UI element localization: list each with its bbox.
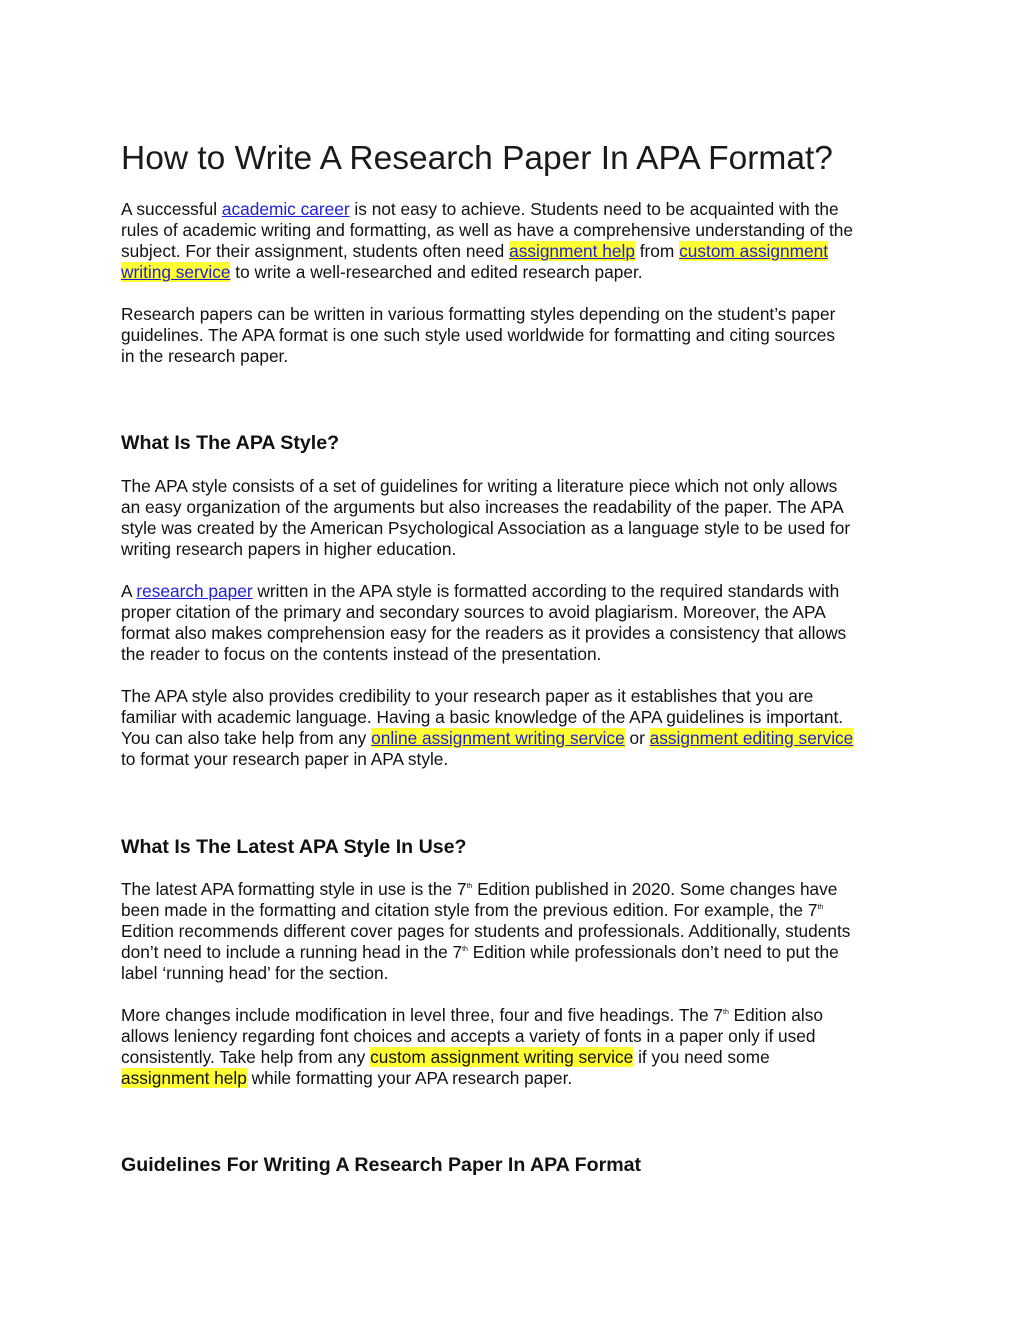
text-segment: is not easy to achieve. Students need to be acquainted with the <box>349 199 839 219</box>
text-segment: don’t need to include a running head in the 7 <box>121 942 463 963</box>
apa-style-paragraph-2 <box>121 581 911 665</box>
superscript: th <box>466 883 473 890</box>
latest-apa-paragraph-1 <box>121 879 911 984</box>
text-segment: Edition while professionals don’t need to put the <box>467 942 839 963</box>
text-segment: been made in the formatting and citation style from the previous edition. For example, the 7 <box>121 900 818 921</box>
text-segment: consistently. Take help from any <box>121 1047 371 1068</box>
online-writing-service-link[interactable]: online assignment writing service <box>371 728 625 749</box>
highlighted-assignment-help: assignment help <box>121 1068 247 1089</box>
text-line <box>121 199 911 220</box>
text-segment: while formatting your APA research paper. <box>246 1068 573 1089</box>
text-segment: Edition also <box>728 1005 824 1025</box>
superscript: th <box>723 1009 729 1016</box>
text-line <box>121 1047 911 1068</box>
section-heading-apa-style: What Is The APA Style? <box>121 432 340 454</box>
text-segment: if you need some <box>633 1047 770 1068</box>
text-line: an easy organization of the arguments but also increases the readability of the paper. The APA <box>121 497 844 518</box>
text-line: label ‘running head’ for the section. <box>121 963 389 984</box>
superscript: th <box>817 904 824 912</box>
text-segment: A <box>121 581 137 601</box>
text-segment: The latest APA formatting style in use is the 7 <box>121 879 467 899</box>
text-line: writing research papers in higher education. <box>121 539 457 560</box>
text-line: proper citation of the primary and secondary sources to avoid plagiarism. Moreover, the APA <box>121 602 826 623</box>
assignment-help-link[interactable]: assignment help <box>509 241 635 262</box>
text-line <box>121 262 911 283</box>
latest-apa-paragraph-2 <box>121 1005 911 1089</box>
custom-assignment-link[interactable]: custom assignment <box>679 241 828 262</box>
text-segment: Edition published in 2020. Some changes have <box>472 879 838 899</box>
text-segment: You can also take help from any <box>121 728 372 749</box>
editing-service-link[interactable]: assignment editing service <box>649 728 854 749</box>
text-line: Edition recommends different cover pages for students and professionals. Additionally, students <box>121 921 851 942</box>
text-line: familiar with academic language. Having a basic knowledge of the APA guidelines is important. <box>121 707 844 728</box>
intro-paragraph <box>121 199 911 283</box>
section-heading-guidelines: Guidelines For Writing A Research Paper In APA Format <box>121 1154 642 1176</box>
text-line <box>121 581 911 602</box>
superscript: th <box>462 946 468 954</box>
text-line <box>121 241 911 262</box>
text-line: in the research paper. <box>121 346 289 367</box>
text-segment: or <box>624 728 650 749</box>
text-line <box>121 942 911 963</box>
text-segment: subject. For their assignment, students often need <box>121 241 510 262</box>
formatting-styles-paragraph <box>121 304 911 367</box>
text-line <box>121 1005 911 1026</box>
text-segment: More changes include modification in level three, four and five headings. The 7 <box>121 1005 724 1025</box>
highlighted-custom-service: custom assignment writing service <box>370 1047 634 1068</box>
text-line <box>121 879 911 900</box>
text-line <box>121 1068 911 1089</box>
text-line: style was created by the American Psychological Association as a language style to be used for <box>121 518 851 539</box>
text-line: Research papers can be written in various formatting styles depending on the student’s paper <box>121 304 836 324</box>
apa-style-paragraph-3 <box>121 686 911 770</box>
text-segment: A successful <box>121 199 222 219</box>
text-line: The APA style also provides credibility to your research paper as it establishes that you are <box>121 686 814 706</box>
text-line: the reader to focus on the contents instead of the presentation. <box>121 644 602 665</box>
text-segment: written in the APA style is formatted according to the required standards with <box>252 581 840 601</box>
writing-service-link[interactable]: writing service <box>121 262 231 283</box>
apa-style-paragraph-1 <box>121 476 911 560</box>
text-line: format also makes comprehension easy for the readers as it provides a consistency that allows <box>121 623 847 644</box>
text-line: allows leniency regarding font choices and accepts a variety of fonts in a paper only if used <box>121 1026 816 1047</box>
text-line: to format your research paper in APA style. <box>121 749 449 770</box>
text-segment: to write a well-researched and edited research paper. <box>230 262 643 283</box>
text-segment: from <box>634 241 680 262</box>
text-line <box>121 728 911 749</box>
text-line: The APA style consists of a set of guidelines for writing a literature piece which not only allows <box>121 476 838 496</box>
page-title: How to Write A Research Paper In APA Format? <box>121 140 833 177</box>
section-heading-latest-apa: What Is The Latest APA Style In Use? <box>121 836 467 858</box>
academic-career-link[interactable]: academic career <box>221 199 350 219</box>
research-paper-link[interactable]: research paper <box>136 581 253 601</box>
text-line: rules of academic writing and formatting, as well as have a comprehensive understanding of the <box>121 220 853 241</box>
text-line <box>121 900 911 921</box>
text-line: guidelines. The APA format is one such style used worldwide for formatting and citing sources <box>121 325 836 346</box>
